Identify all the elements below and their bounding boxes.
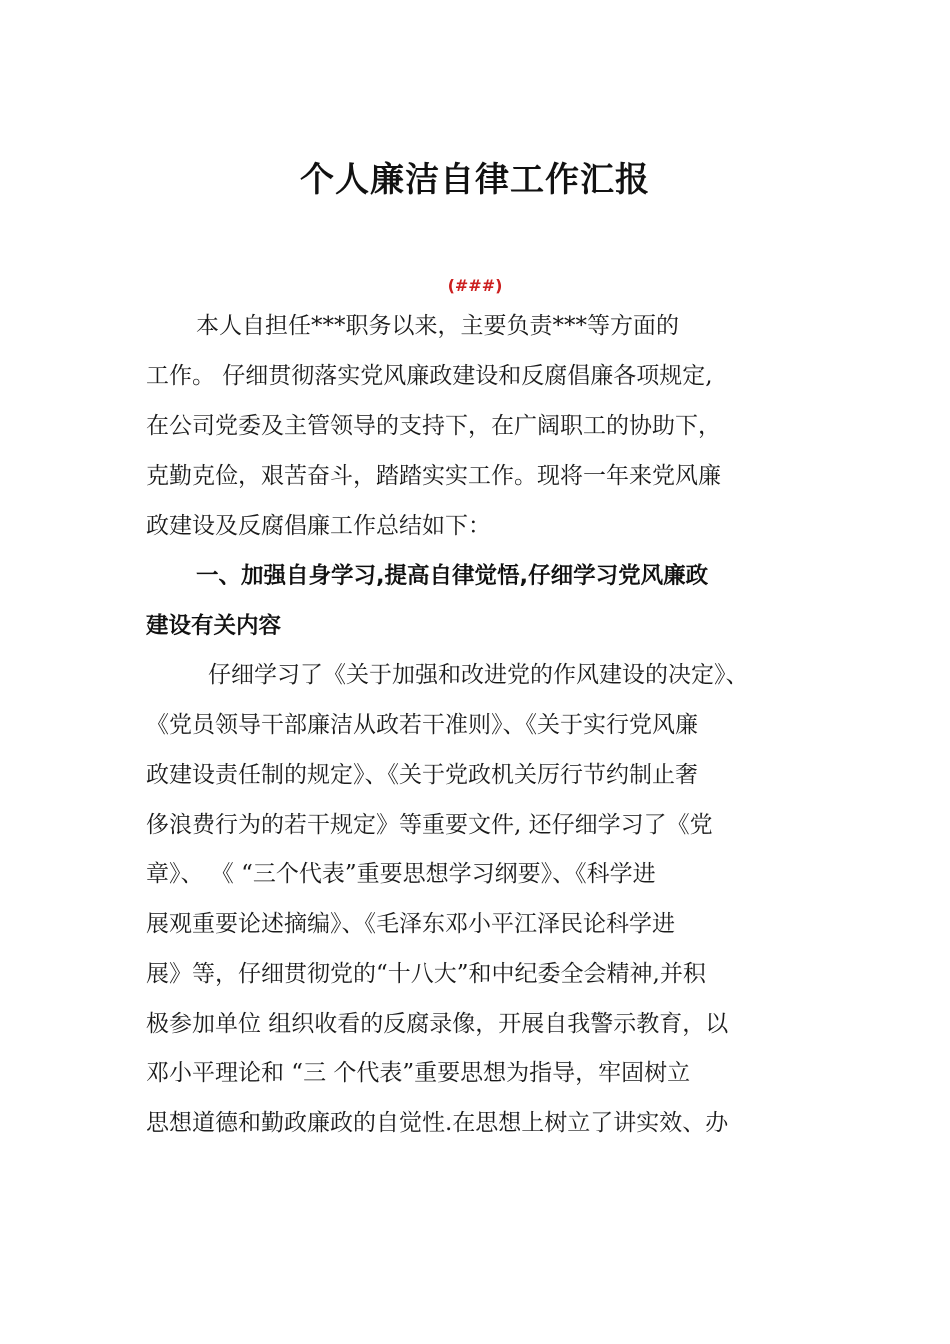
body-line-15: 极参加单位 组织收看的反腐录像，开展自我警示教育，以 — [146, 1011, 729, 1037]
body-line-4: 克勤克俭，艰苦奋斗，踏踏实实工作。现将一年来党风廉 — [146, 463, 721, 489]
body-line-14: 展》等，仔细贯彻党的“十八大”和中纪委全会精神,并积 — [146, 961, 706, 987]
body-line-16: 邓小平理论和 “三 个代表”重要思想为指导，牢固树立 — [146, 1060, 691, 1086]
body-line-11: 侈浪费行为的若干规定》等重要文件, 还仔细学习了《党 — [146, 812, 713, 838]
section-heading-line-1: 一、加强自身学习,提高自律觉悟,仔细学习党风廉政 — [196, 563, 709, 589]
body-line-17: 思想道德和勤政廉政的自觉性.在思想上树立了讲实效、办 — [146, 1110, 729, 1136]
body-line-10: 政建设责任制的规定》、《关于党政机关厉行节约制止奢 — [146, 762, 698, 788]
author-mark: (###) — [447, 276, 503, 295]
body-line-5: 政建设及反腐倡廉工作总结如下： — [146, 513, 491, 539]
body-line-9: 《党员领导干部廉洁从政若干准则》、《关于实行党风廉 — [146, 712, 698, 738]
body-line-8: 仔细学习了《关于加强和改进党的作风建设的决定》、 — [208, 662, 749, 688]
body-line-12: 章》、 《 “三个代表”重要思想学习纲要》、《科学进 — [146, 861, 656, 887]
section-heading-line-2: 建设有关内容 — [146, 613, 282, 639]
body-line-1: 本人自担任***职务以来，主要负责***等方面的 — [196, 313, 679, 339]
body-line-2: 工作。 仔细贯彻落实党风廉政建设和反腐倡廉各项规定, — [146, 363, 713, 389]
body-line-3: 在公司党委及主管领导的支持下，在广阔职工的协助下， — [146, 413, 721, 439]
body-line-13: 展观重要论述摘编》、《毛泽东邓小平江泽民论科学进 — [146, 911, 675, 937]
document-title: 个人廉洁自律工作汇报 — [300, 160, 650, 200]
